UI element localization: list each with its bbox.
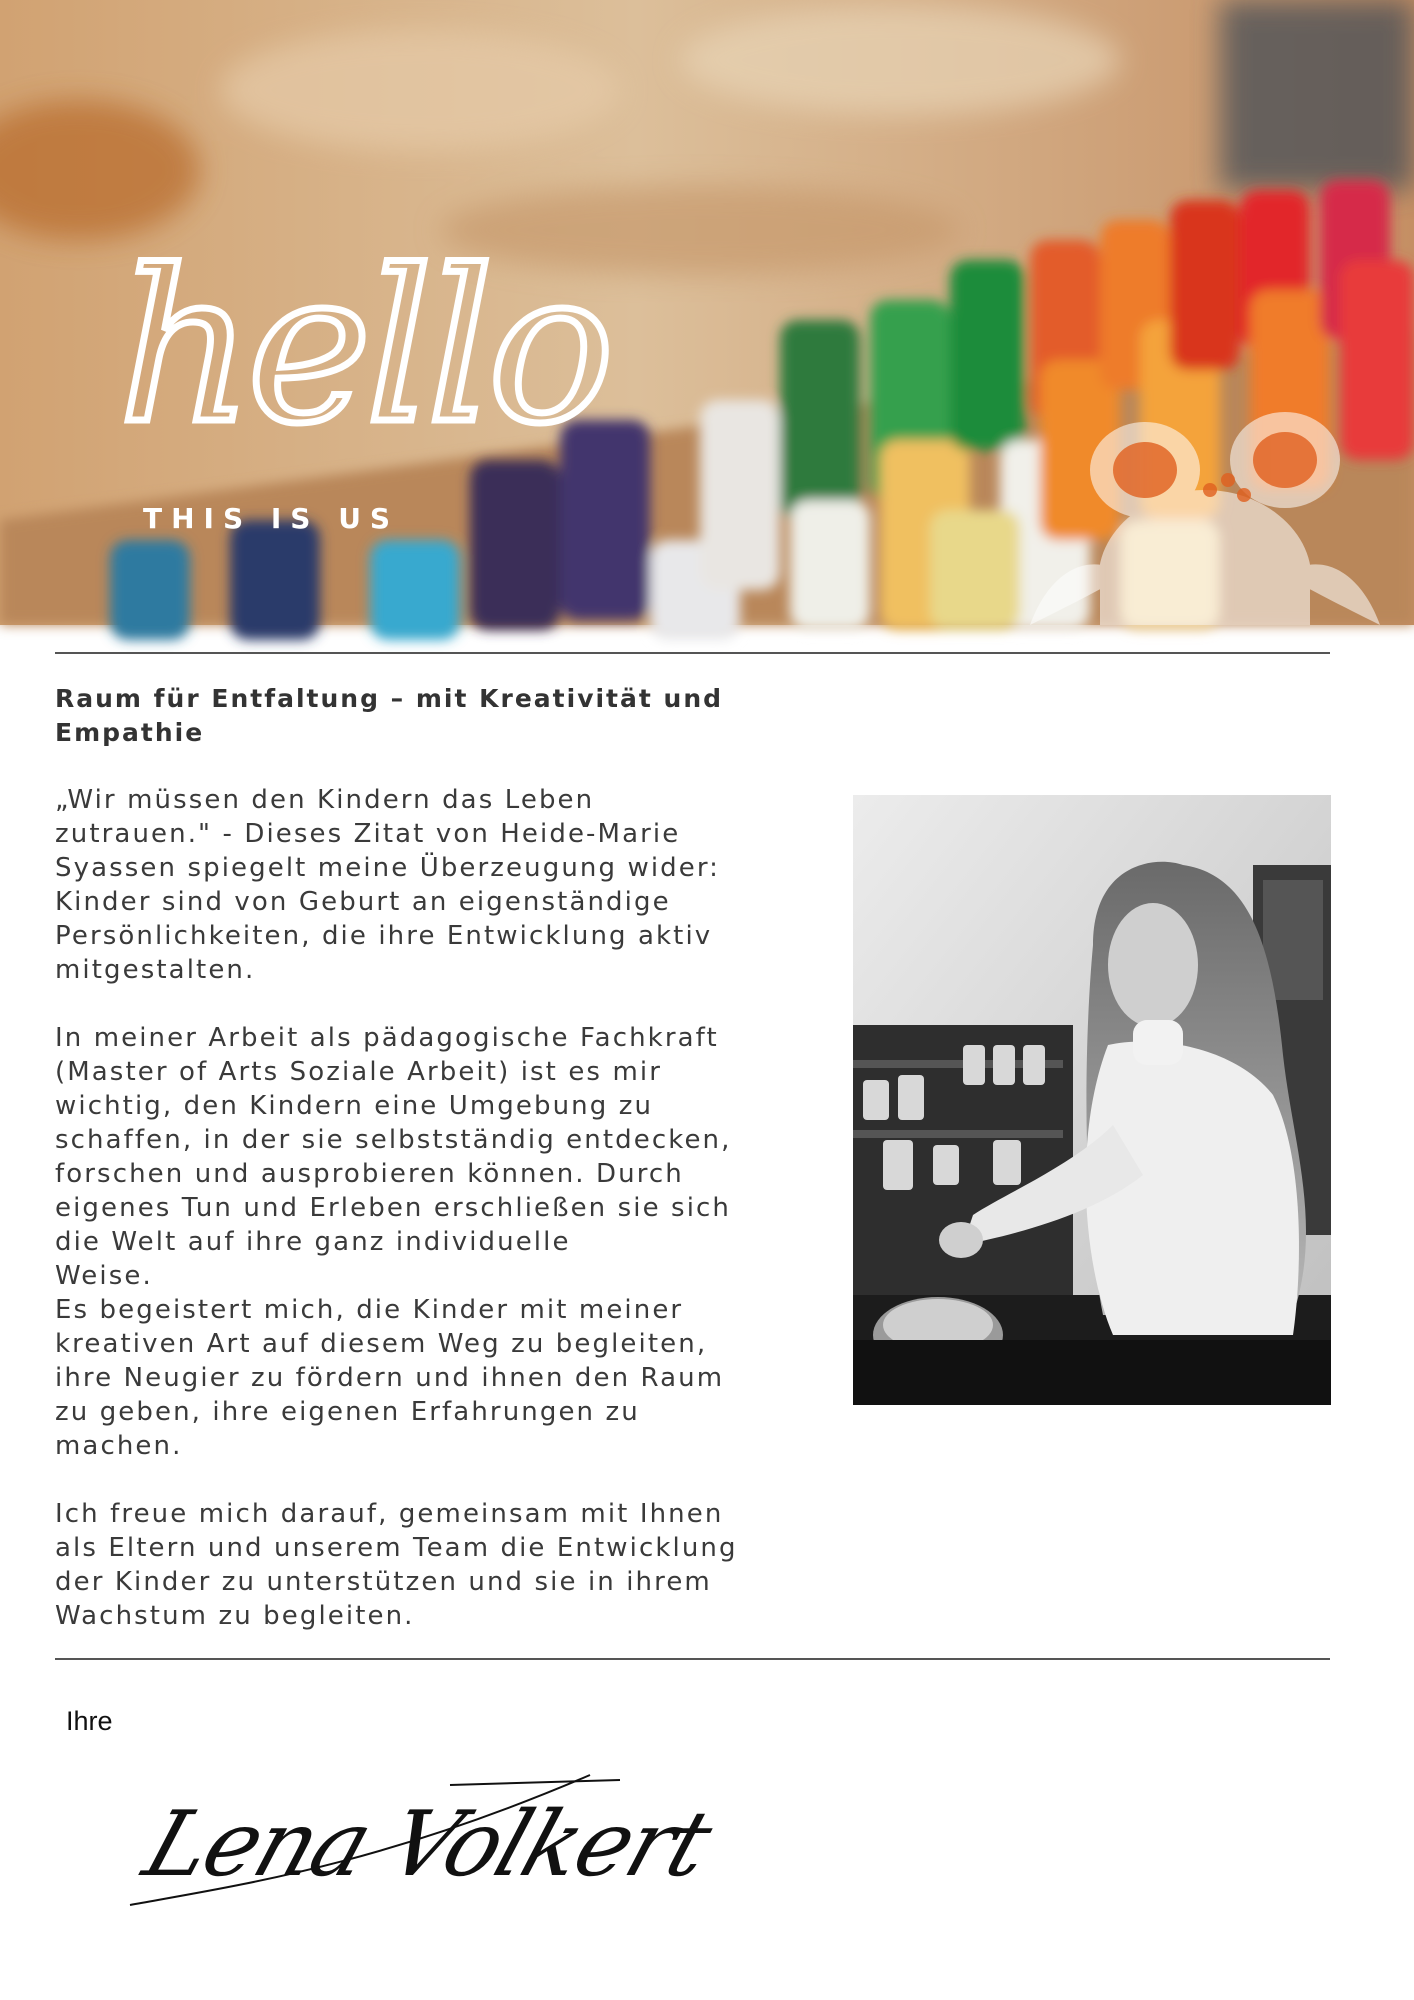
frog-icon	[1030, 400, 1380, 625]
paragraph-work: In meiner Arbeit als pädagogische Fachkraft (Master of Arts Soziale Arbeit) ist es mir wichtig, den Kindern eine Umgebung zu schaffen, in der sie selbstständig entdecken, forschen und ausprobieren können. Durch eigenes Tun und Erleben erschließen sie sich die Welt auf ihre ganz individuelle Weise.	[55, 1023, 732, 1291]
signature	[120, 1735, 723, 1935]
signature-text: Lena Volkert	[132, 1791, 723, 1897]
paragraph-enthusiasm: Es begeistert mich, die Kinder mit meiner kreativen Art auf diesem Weg zu begleiten, ihre Neugier zu fördern und ihnen den Raum zu geben, ihre eigenen Erfahrungen zu machen.	[55, 1295, 725, 1461]
divider-top	[55, 652, 1330, 654]
portrait-photo	[853, 795, 1331, 1405]
closing-salutation: Ihre	[66, 1706, 113, 1736]
article-body	[55, 783, 815, 1633]
paragraph-closing: Ich freue mich darauf, gemeinsam mit Ihnen als Eltern und unserem Team die Entwicklung der Kinder zu unterstützen und sie in ihrem Wachstum zu begleiten.	[55, 1499, 738, 1631]
hero-banner	[0, 0, 1414, 625]
article-heading: Raum für Entfaltung – mit Kreativität und Empathie	[55, 684, 724, 747]
hello-script-title	[110, 220, 750, 490]
hello-script-word: hello	[118, 225, 609, 470]
divider-bottom	[55, 1658, 1330, 1660]
paragraph-quote: „Wir müssen den Kindern das Leben zutrauen." - Dieses Zitat von Heide-Marie Syassen spiegelt meine Überzeugung wider: Kinder sind von Geburt an eigenständige Persönlichkeiten, die ihre Entwicklung aktiv mitgestalten.	[55, 785, 721, 985]
hero-tagline: THIS IS US	[143, 502, 400, 535]
